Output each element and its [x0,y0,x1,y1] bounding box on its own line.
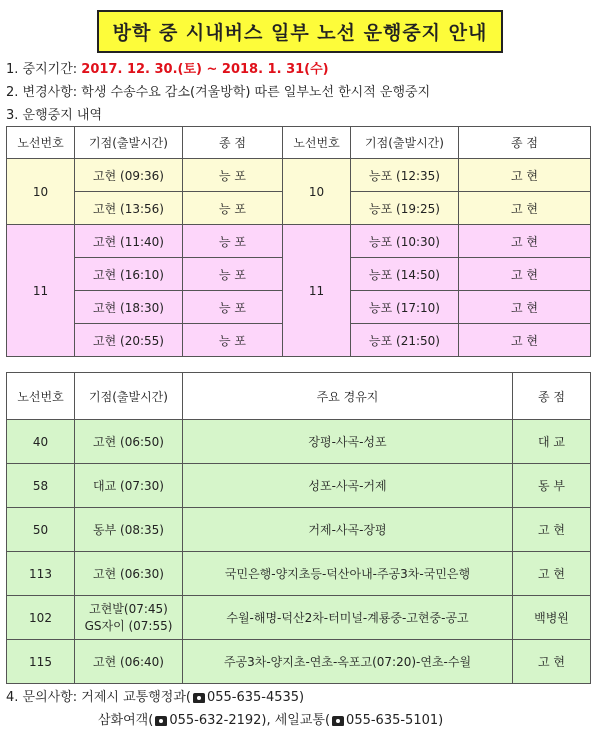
end-stop: 동 부 [513,464,591,508]
col-header: 노선번호 [283,127,351,159]
table-row [7,640,591,684]
suspension-period [6,58,329,77]
start-time: 고현 (11:40) [75,225,183,258]
start-time: 고현 (06:30) [75,552,183,596]
start-time: 동부 (08:35) [75,508,183,552]
suspension-list-heading: 3. 운행중지 내역 [6,108,103,123]
start-time [75,596,183,640]
table-header-row [7,127,591,159]
end-stop: 고 현 [459,192,591,225]
start-time: 고현 (06:40) [75,640,183,684]
bus-company-2-phone: 055-635-5101) [346,713,444,728]
route-number: 102 [7,596,75,640]
start-time: 능포 (14:50) [351,258,459,291]
via-stops: 국민은행-양지초등-덕산아내-주공3차-국민은행 [183,552,513,596]
start-time-line-1: 고현발(07:45) [89,601,168,616]
start-time: 고현 (09:36) [75,159,183,192]
end-stop: 대 교 [513,420,591,464]
table-row [7,596,591,640]
end-stop: 고 현 [513,640,591,684]
start-time: 고현 (18:30) [75,291,183,324]
contact-line-2 [98,709,443,728]
title-wrap [0,10,600,53]
col-header: 기점(출발시간) [75,127,183,159]
phone-icon [193,693,205,703]
end-stop: 고 현 [459,159,591,192]
end-stop: 고 현 [459,225,591,258]
route-number: 11 [283,225,351,357]
col-header: 종 점 [513,373,591,420]
start-time: 능포 (17:10) [351,291,459,324]
end-stop: 능 포 [183,192,283,225]
table-row [7,508,591,552]
route-number: 50 [7,508,75,552]
period-value: 2017. 12. 30.(토) ~ 2018. 1. 31(수) [81,62,329,77]
phone-icon [332,716,344,726]
via-stops: 수월-해명-덕산2차-터미널-계룡중-고현중-공고 [183,596,513,640]
suspension-table-1 [6,126,591,357]
end-stop: 능 포 [183,225,283,258]
suspension-table-2 [6,372,591,684]
start-time: 능포 (12:35) [351,159,459,192]
end-stop: 고 현 [459,324,591,357]
col-header: 종 점 [183,127,283,159]
contact-line-1 [6,686,304,705]
col-header: 주요 경유지 [183,373,513,420]
col-header: 기점(출발시간) [75,373,183,420]
table-row [7,552,591,596]
contact-phone: 055-635-4535) [206,690,305,705]
table-row [7,464,591,508]
start-time-line-2: GS자이 (07:55) [84,618,173,633]
end-stop: 고 현 [513,508,591,552]
bus-company-1-phone: 055-632-2192), 세일교통( [169,713,331,728]
table-row [7,159,591,192]
col-header: 종 점 [459,127,591,159]
start-time: 고현 (13:56) [75,192,183,225]
end-stop: 고 현 [459,291,591,324]
via-stops: 장평-사곡-성포 [183,420,513,464]
start-time: 고현 (06:50) [75,420,183,464]
phone-icon [155,716,167,726]
route-number: 40 [7,420,75,464]
start-time: 능포 (10:30) [351,225,459,258]
period-label: 1. 중지기간: [6,62,78,77]
via-stops: 주공3차-양지초-연초-옥포고(07:20)-연초-수월 [183,640,513,684]
via-stops: 거제-사곡-장평 [183,508,513,552]
route-number: 58 [7,464,75,508]
bus-company-1: 삼화여객( [98,713,154,728]
table-row [7,225,591,258]
end-stop: 능 포 [183,324,283,357]
table-header-row [7,373,591,420]
col-header: 노선번호 [7,127,75,159]
start-time: 대교 (07:30) [75,464,183,508]
contact-office: 거제시 교통행정과( [81,690,191,705]
col-header: 기점(출발시간) [351,127,459,159]
end-stop: 능 포 [183,159,283,192]
start-time: 능포 (21:50) [351,324,459,357]
route-number: 115 [7,640,75,684]
route-number: 10 [283,159,351,225]
via-stops: 성포-사곡-거제 [183,464,513,508]
end-stop: 고 현 [513,552,591,596]
contact-label: 4. 문의사항: [6,690,78,705]
end-stop: 능 포 [183,291,283,324]
start-time: 능포 (19:25) [351,192,459,225]
page-title: 방학 중 시내버스 일부 노선 운행중지 안내 [97,10,504,53]
table-row [7,420,591,464]
end-stop: 능 포 [183,258,283,291]
end-stop: 백병원 [513,596,591,640]
start-time: 고현 (16:10) [75,258,183,291]
col-header: 노선번호 [7,373,75,420]
route-number: 11 [7,225,75,357]
start-time: 고현 (20:55) [75,324,183,357]
change-details: 2. 변경사항: 학생 수송수요 감소(겨울방학) 따른 일부노선 한시적 운행중지 [6,85,431,100]
end-stop: 고 현 [459,258,591,291]
route-number: 113 [7,552,75,596]
route-number: 10 [7,159,75,225]
